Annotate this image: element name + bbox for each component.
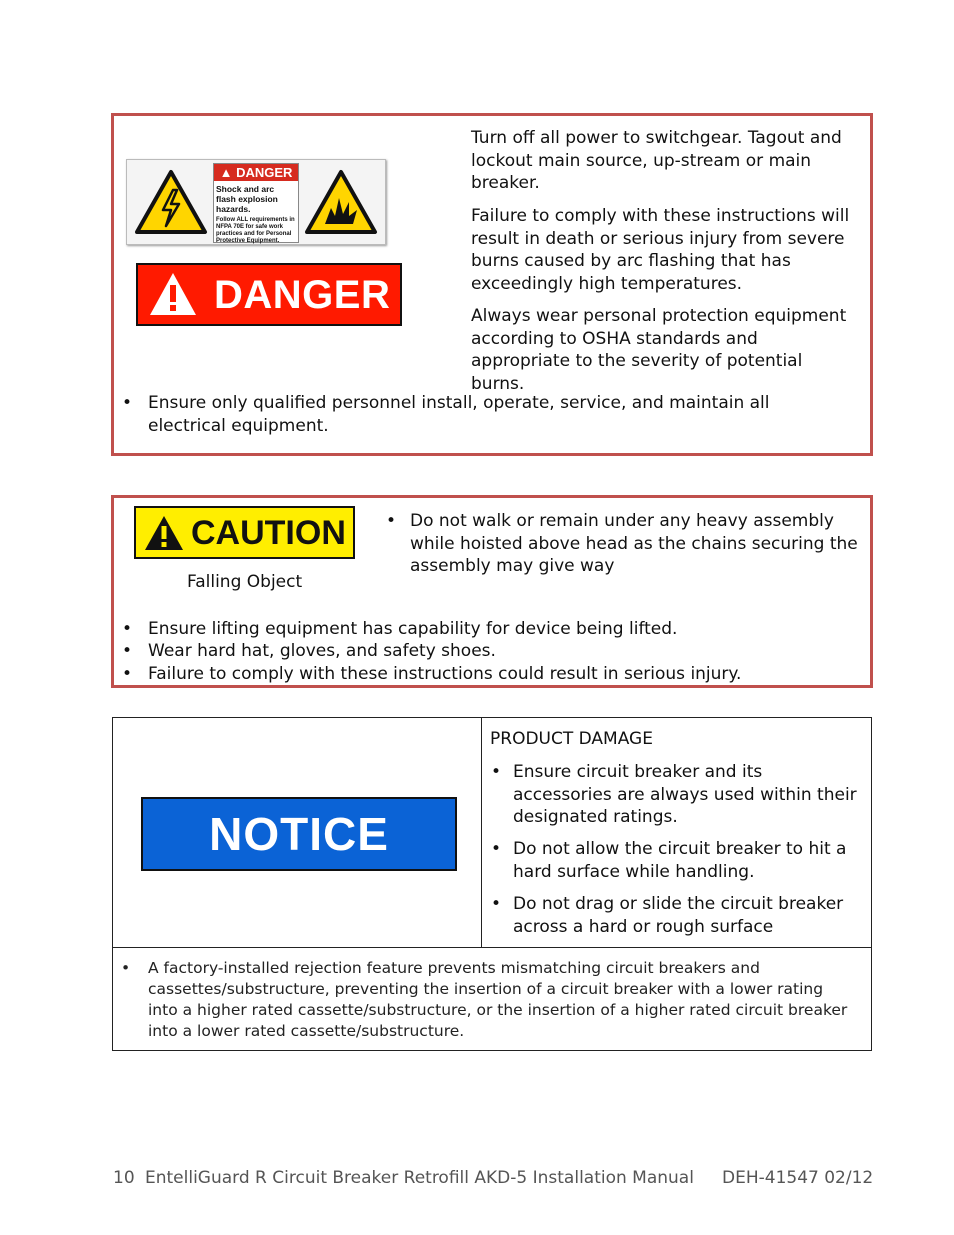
bullet-marker: •	[122, 664, 133, 684]
bullet-marker: •	[122, 641, 133, 661]
notice-footnote: A factory-installed rejection feature prevents mismatching circuit breakers and cassettes/substructure, preventing the insertion of a circuit breaker with a lower rating into a higher rated cassette/substructure, or the insertion of a higher rated circuit breaker into a lower rated cassette/substructure.	[148, 959, 848, 1040]
bullet-marker: •	[386, 511, 397, 531]
bullet-marker: •	[491, 894, 502, 914]
danger-hazard-label	[126, 159, 386, 245]
warning-triangle-icon: ▲	[219, 165, 237, 180]
notice-signal-word: NOTICE	[209, 808, 389, 860]
bullet-marker: •	[122, 393, 133, 413]
danger-paragraph: Turn off all power to switchgear. Tagout and lockout main source, up-stream or main breaker.	[471, 128, 842, 193]
danger-paragraph: Always wear personal protection equipment according to OSHA standards and appropriate to the severity of potential burns.	[471, 306, 847, 394]
explosion-hazard-icon	[303, 168, 379, 236]
danger-signal-label	[136, 263, 402, 326]
danger-signal-word: DANGER	[214, 273, 391, 317]
caution-signal-word: CAUTION	[191, 514, 346, 552]
caution-signal-label	[134, 506, 355, 559]
caution-bullet: Wear hard hat, gloves, and safety shoes.	[148, 641, 496, 661]
danger-label-line1: Shock and arc flash explosion hazards.	[216, 184, 278, 214]
page-number: 10	[113, 1168, 135, 1188]
notice-bullet: Ensure circuit breaker and its accessories are always used within their designated ratings.	[513, 762, 857, 827]
notice-divider	[481, 718, 482, 947]
warning-triangle-icon	[143, 514, 185, 552]
bullet-marker: •	[122, 619, 133, 639]
danger-panel	[111, 113, 873, 456]
notice-signal-label	[141, 797, 457, 871]
danger-paragraph: Failure to comply with these instructions will result in death or serious injury from severe burns caused by arc flashing that has exceedingly high temperatures.	[471, 206, 850, 294]
danger-bullet: Ensure only qualified personnel install, operate, service, and maintain all electrical equipment.	[148, 393, 770, 436]
notice-heading: PRODUCT DAMAGE	[490, 729, 653, 749]
bullet-marker: •	[121, 959, 131, 977]
danger-label-line2: Follow ALL requirements in NFPA 70E for safe work practices and for Personal Protective Equipment.	[216, 217, 295, 244]
caution-side-bullet: Do not walk or remain under any heavy assembly while hoisted above head as the chains securing the assembly may give way	[410, 511, 858, 576]
caution-panel	[111, 495, 873, 688]
shock-hazard-icon	[133, 168, 209, 236]
bullet-marker: •	[491, 762, 502, 782]
notice-bullet: Do not drag or slide the circuit breaker across a hard or rough surface	[513, 894, 844, 937]
document-id: DEH-41547 02/12	[722, 1168, 874, 1188]
notice-divider	[113, 947, 871, 948]
danger-label-text	[213, 163, 299, 243]
bullet-marker: •	[491, 839, 502, 859]
danger-label-header: DANGER	[236, 165, 293, 180]
notice-panel	[112, 717, 872, 1051]
caution-bullet: Failure to comply with these instructions could result in serious injury.	[148, 664, 742, 684]
document-title: EntelliGuard R Circuit Breaker Retrofill AKD-5 Installation Manual	[145, 1168, 694, 1188]
notice-bullet: Do not allow the circuit breaker to hit a hard surface while handling.	[513, 839, 847, 882]
caution-bullet: Ensure lifting equipment has capability for device being lifted.	[148, 619, 678, 639]
caution-caption: Falling Object	[187, 572, 303, 592]
warning-triangle-icon	[148, 271, 198, 317]
